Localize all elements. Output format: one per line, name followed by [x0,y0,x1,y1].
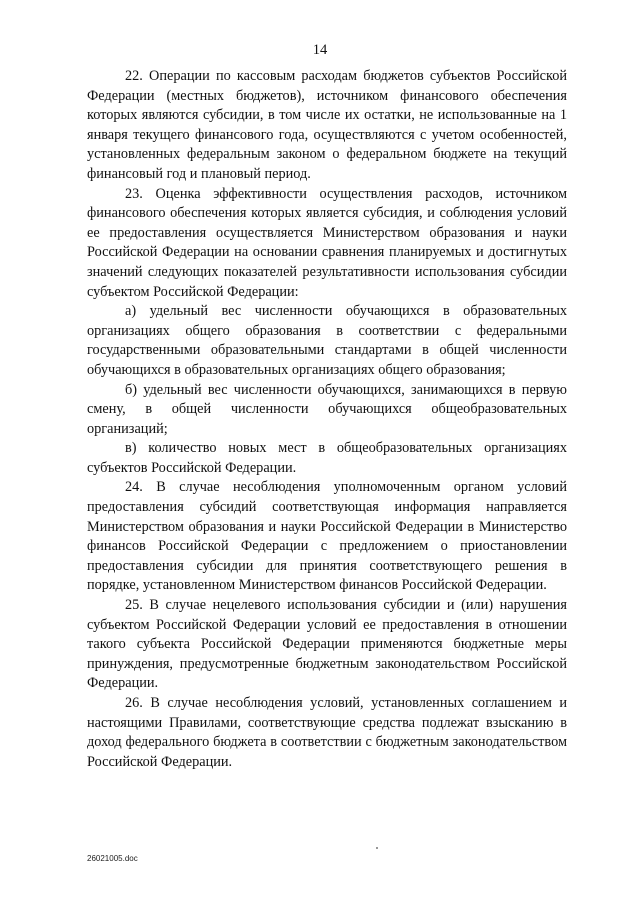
paragraph-24: 24. В случае несоблюдения уполномоченным органом условий предоставления субсидий соответствующая информация направляется Министерством образования и науки Российской Федерации в Министерство финансов Российской Федерации с предложением о приостановлении предоставления субсидии для принятия соответствующего решения в порядке, установленном Министерством финансов Российской Федерации. [87,479,567,594]
page-number: 14 [312,42,328,58]
paragraph-23-item-b: б) удельный вес численности обучающихся, занимающихся в первую смену, в общей численности обучающихся общеобразовательных организаций; [87,381,567,437]
paragraph-26: 26. В случае несоблюдения условий, установленных соглашением и настоящими Правилами, соответствующие средства подлежат взысканию в доход федерального бюджета в соответствии с бюджетным законодательством Российской Федерации. [87,695,567,770]
paragraph-25: 25. В случае нецелевого использования субсидии и (или) нарушения субъектом Российской Федерации условий ее предоставления в отношении такого субъекта Российской Федерации применяются бюджетные меры принуждения, предусмотренные бюджетным законодательством Российской Федерации. [87,597,567,692]
scan-speck [376,847,378,849]
paragraph-23: 23. Оценка эффективности осуществления расходов, источником финансового обеспечения которых является субсидия, и соблюдения условий ее предоставления осуществляется Министерством образования и науки Российской Федерации на основании сравнения планируемых и достигнутых значений следующих показателей результативности использования субсидии субъектом Российской Федерации: [87,185,567,300]
footer-file-code: 26021005.doc [87,854,138,863]
paragraph-23-item-v: в) количество новых мест в общеобразовательных организациях субъектов Российской Федерации. [87,440,567,476]
paragraph-23-item-a: а) удельный вес численности обучающихся в образовательных организациях общего образования в соответствии с федеральными государственными образовательными стандартами в общей численности обучающихся в образовательных организациях общего образования; [87,303,567,378]
paragraph-22: 22. Операции по кассовым расходам бюджетов субъектов Российской Федерации (местных бюджетов), источником финансового обеспечения которых являются субсидии, в том числе их остатки, не использованные на 1 января текущего финансового года, осуществляются с учетом особенностей, установленных федеральным законом о федеральном бюджете на текущий финансовый год и плановый период. [87,68,567,182]
document-body [87,67,567,772]
